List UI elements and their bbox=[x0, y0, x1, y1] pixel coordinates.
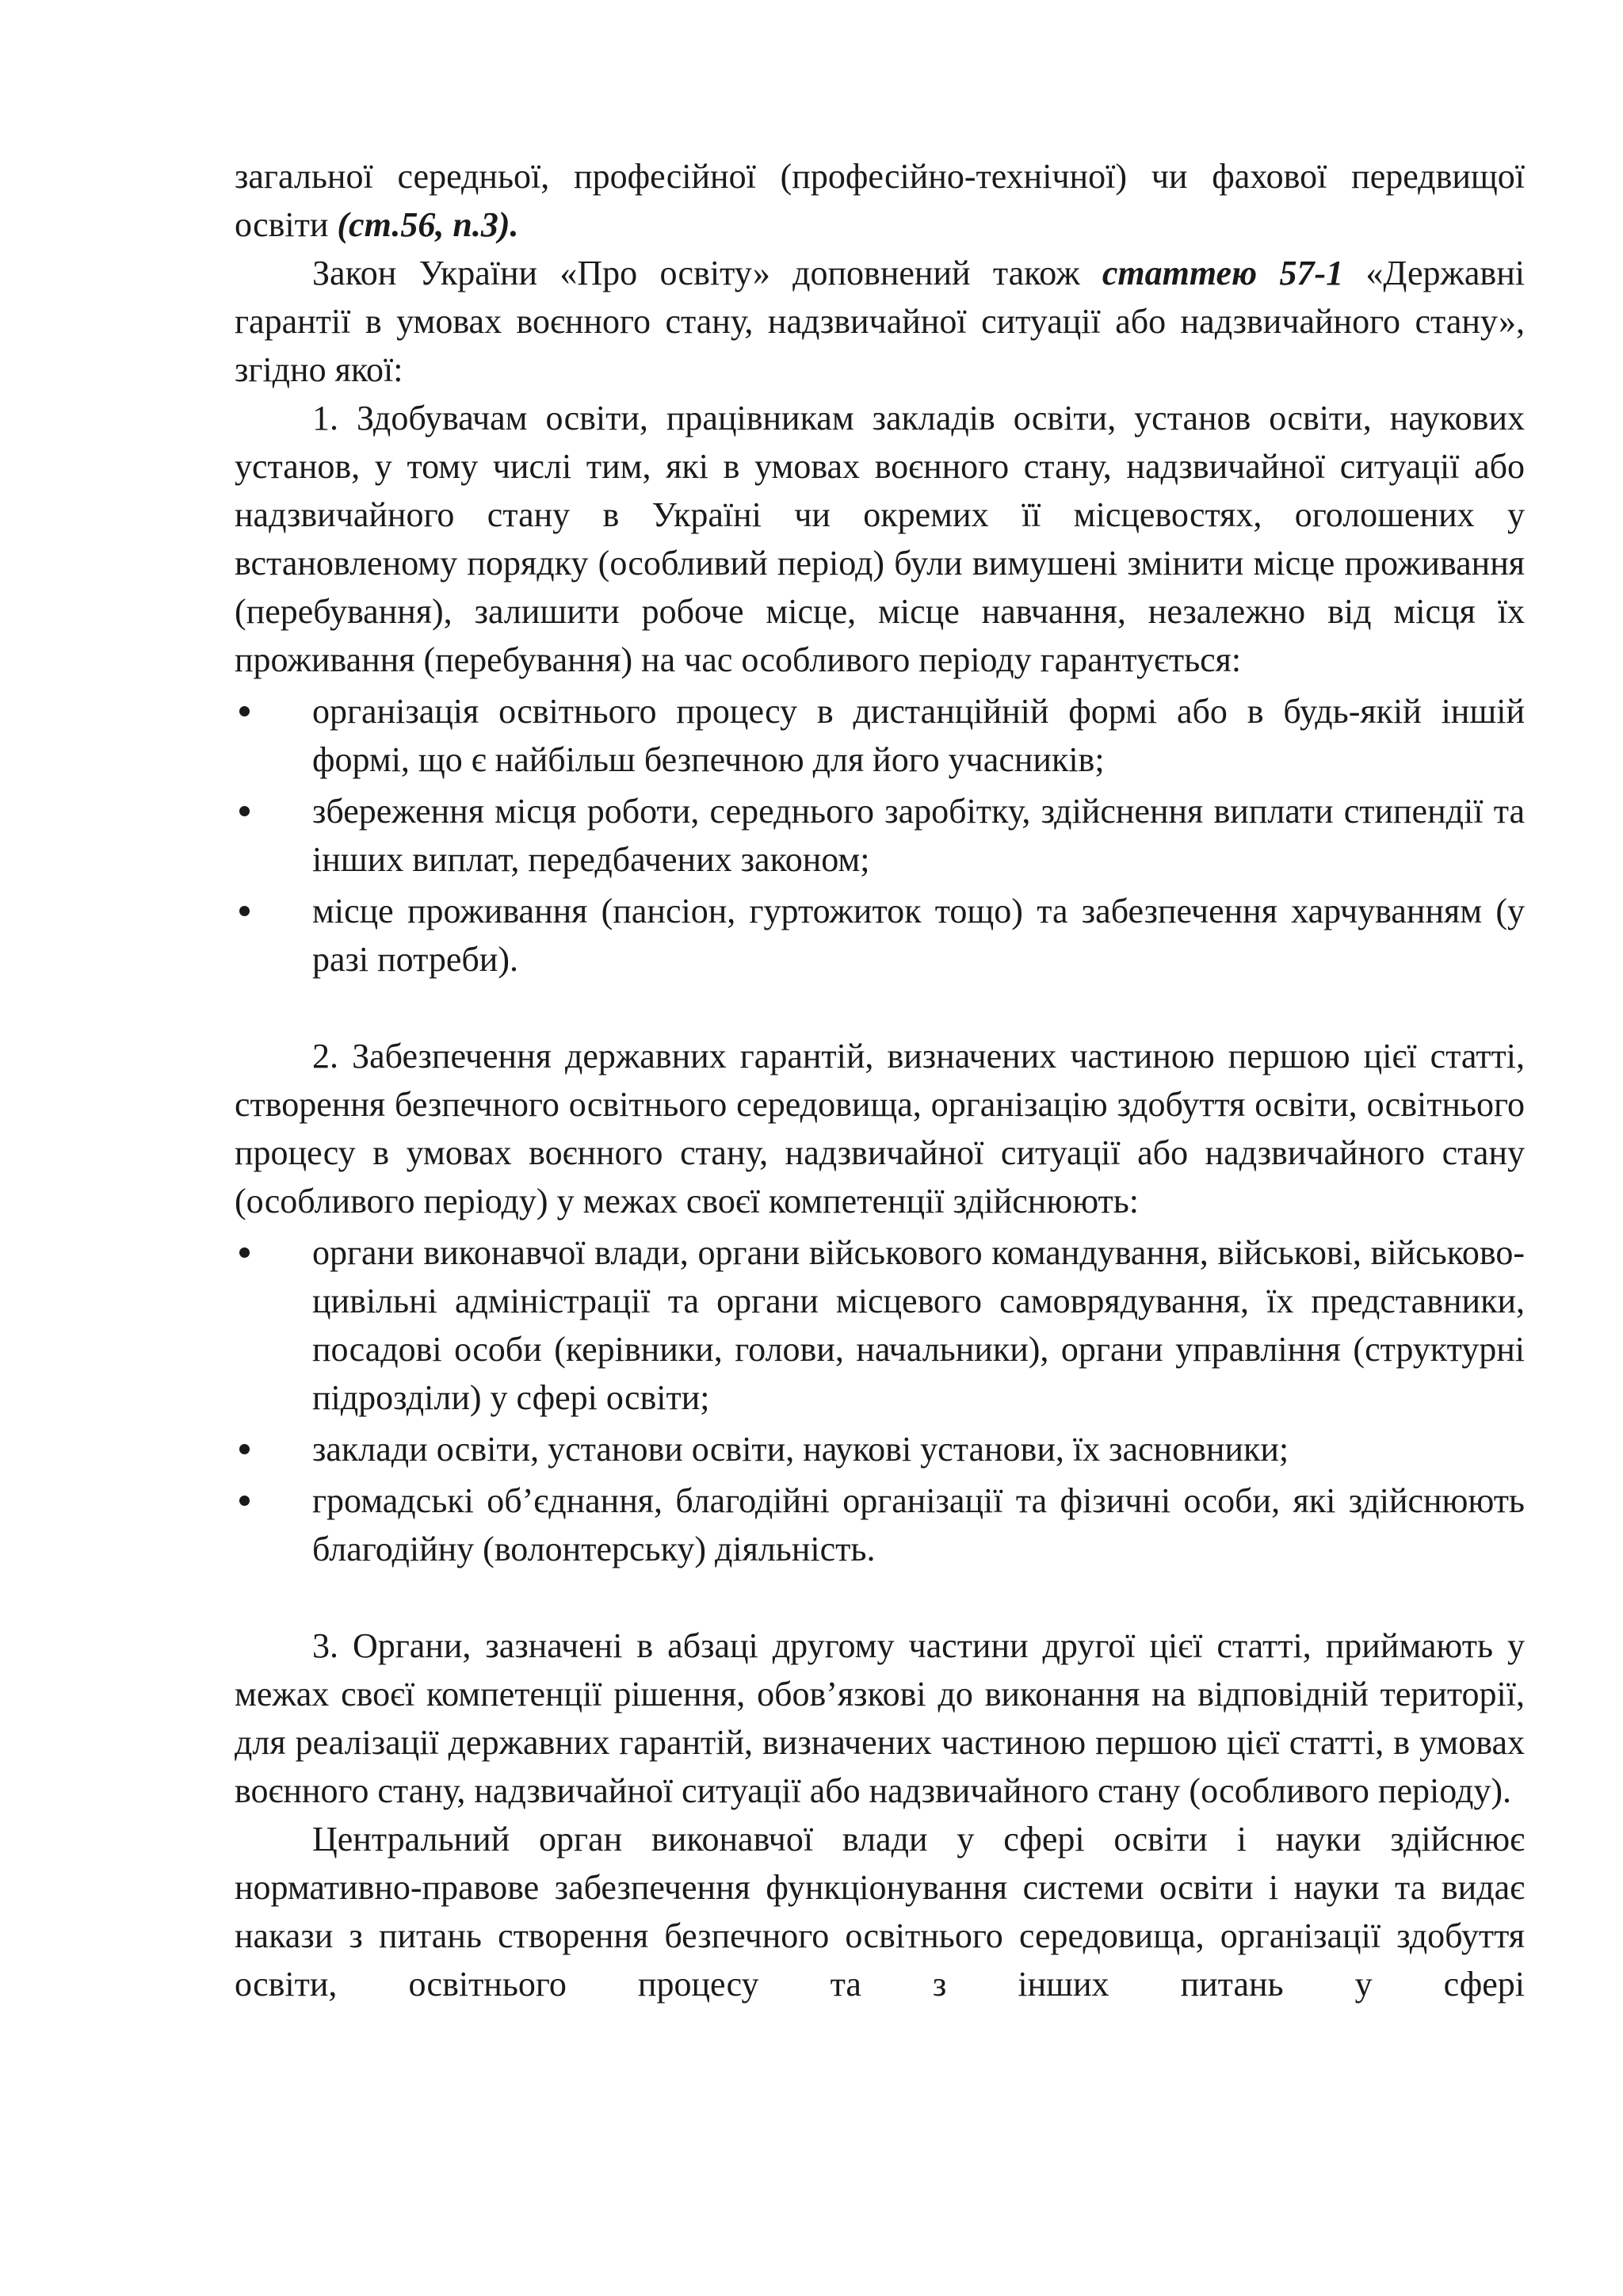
list-item-text: громадські об’єднання, благодійні організації та фізичні особи, які здійснюють благодійну (волонтерську) діяльність. bbox=[312, 1481, 1525, 1568]
list-item bbox=[235, 1228, 1525, 1422]
law-amendment-lead: Закон України «Про освіту» доповнений також bbox=[312, 254, 1102, 292]
paragraph-intro-text: загальної середньої, професійної (професійно-технічної) чи фахової передвищої освіти bbox=[235, 157, 1525, 244]
paragraph-law-amendment bbox=[235, 249, 1525, 394]
section-3-text: 3. Органи, зазначені в абзаці другому частини другої цієї статті, приймають у межах своєї компетенції рішення, обов’язкові до виконання на відповідній території, для реалізації державних гарантій, визначених частиною першою цієї статті, в умовах воєнного стану, надзвичайної ситуації або надзвичайного стану (особливого періоду). bbox=[235, 1626, 1525, 1810]
list-item bbox=[235, 787, 1525, 884]
bullet-icon bbox=[235, 787, 312, 835]
list-item-text: збереження місця роботи, середнього заробітку, здійснення виплати стипендії та інших виплат, передбачених законом; bbox=[312, 792, 1525, 879]
list-item-text: місце проживання (пансіон, гуртожиток тощо) та забезпечення харчуванням (у разі потреби). bbox=[312, 892, 1525, 979]
list-item-text: заклади освіти, установи освіти, наукові установи, їх засновники; bbox=[312, 1430, 1289, 1469]
bullet-icon bbox=[235, 887, 312, 935]
list-item bbox=[235, 1425, 1525, 1473]
list-item bbox=[235, 887, 1525, 984]
section-1-list bbox=[235, 687, 1525, 984]
article-reference: (ст.56, п.3). bbox=[337, 205, 519, 244]
bullet-icon bbox=[235, 1477, 312, 1525]
bullet-icon bbox=[235, 687, 312, 735]
article-57-1-reference: статтею 57-1 bbox=[1102, 254, 1344, 292]
section-2-text: 2. Забезпечення державних гарантій, визначених частиною першою цієї статті, створення безпечного освітнього середовища, організацію здобуття освіти, освітнього процесу в умовах воєнного стану, надзвичайної ситуації або надзвичайного стану (особливого періоду) у межах своєї компетенції здійснюють: bbox=[235, 1037, 1525, 1221]
section-1-text: 1. Здобувачам освіти, працівникам закладів освіти, установ освіти, наукових установ, у тому числі тим, які в умовах воєнного стану, надзвичайної ситуації або надзвичайного стану в Україні чи окремих її місцевостях, оголошених у встановленому порядку (особливий період) були вимушені змінити місце проживання (перебування), залишити робоче місце, місце навчання, незалежно від місця їх проживання (перебування) на час особливого періоду гарантується: bbox=[235, 399, 1525, 679]
bullet-icon bbox=[235, 1425, 312, 1473]
section-2-list bbox=[235, 1228, 1525, 1573]
document-page bbox=[235, 152, 1525, 2008]
paragraph-central-authority: Центральний орган виконавчої влади у сфері освіти і науки здійснює нормативно-правове забезпечення функціонування системи освіти і науки та видає накази з питань створення безпечного освітнього середовища, організації здобуття освіти, освітнього процесу та з інших питань у сфері bbox=[235, 1820, 1525, 2004]
list-item-text: організація освітнього процесу в дистанційній формі або в будь-якій іншій формі, що є найбільш безпечною для його учасників; bbox=[312, 692, 1525, 779]
list-item-text: органи виконавчої влади, органи військового командування, військові, військово-цивільні адміністрації та органи місцевого самоврядування, їх представники, посадові особи (керівники, голови, начальники), органи управління (структурні підрозділи) у сфері освіти; bbox=[312, 1233, 1525, 1417]
blank-line bbox=[235, 984, 1525, 1032]
law-amendment-rest: «Державні гарантії в умовах воєнного стану, надзвичайної ситуації або надзвичайного стану», згідно якої: bbox=[235, 254, 1525, 389]
paragraph-intro-continuation bbox=[235, 152, 1525, 249]
list-item bbox=[235, 687, 1525, 784]
bullet-icon bbox=[235, 1228, 312, 1277]
blank-line bbox=[235, 1573, 1525, 1622]
list-item bbox=[235, 1477, 1525, 1573]
